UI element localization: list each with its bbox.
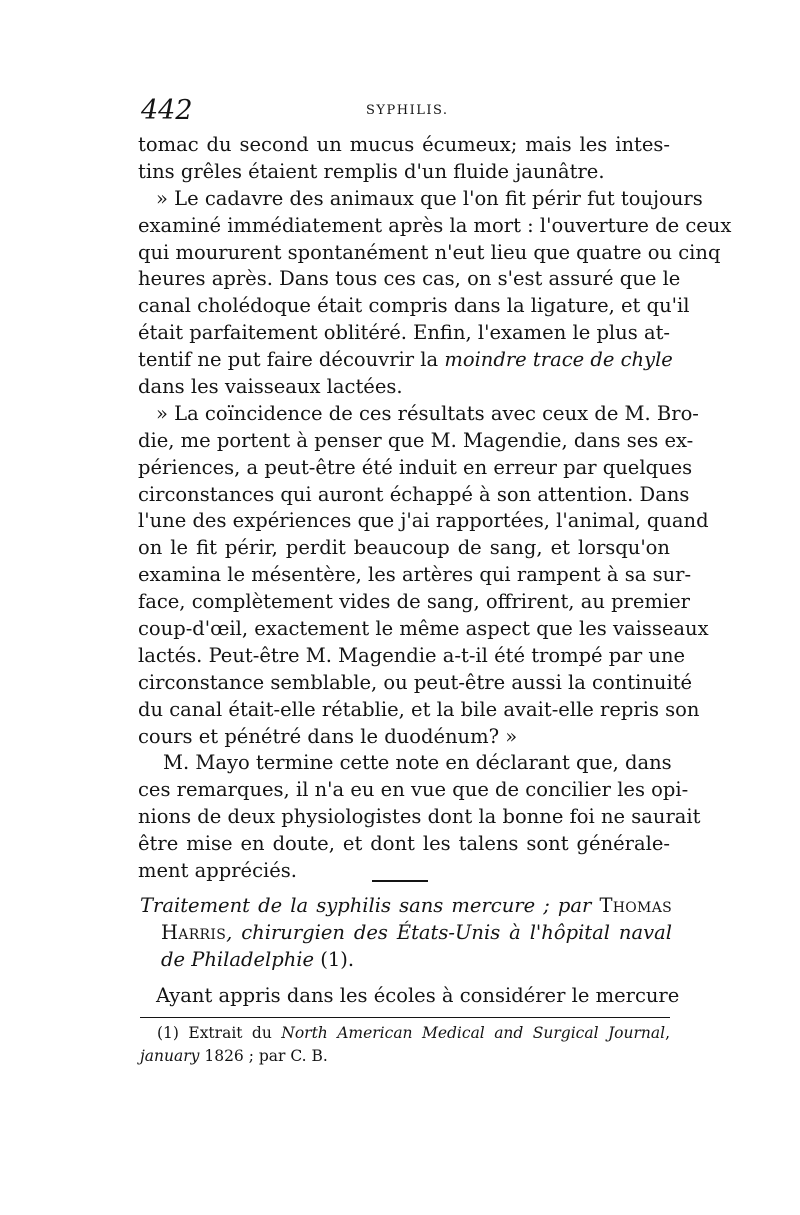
text-line: cours et pénétré dans le duodénum? » bbox=[138, 724, 518, 748]
text-line bbox=[138, 347, 673, 374]
text-line: ment appréciés. bbox=[138, 859, 297, 883]
text-line: M. Mayo termine cette note en déclarant que, dans bbox=[163, 751, 672, 775]
footnote-divider bbox=[140, 1017, 670, 1018]
heading-line bbox=[140, 947, 672, 974]
text-line: tomac du second un mucus écumeux; mais les intes- bbox=[138, 133, 670, 156]
text-line: canal cholédoque était compris dans la ligature, et qu'il bbox=[138, 294, 690, 318]
heading-line bbox=[140, 893, 672, 920]
section-divider bbox=[372, 880, 428, 882]
italic-phrase: moindre trace de chyle bbox=[444, 348, 673, 372]
text-line: Ayant appris dans les écoles à considérer le mercure bbox=[156, 984, 680, 1007]
text-line: » Le cadavre des animaux que l'on fit périr fut toujours bbox=[156, 186, 703, 210]
text-line: examina le mésentère, les artères qui rampent à sa sur- bbox=[138, 563, 692, 587]
text-line: être mise en doute, et dont les talens sont générale- bbox=[138, 832, 670, 856]
footnote-month: january bbox=[140, 1047, 200, 1065]
footnote-line bbox=[140, 1045, 670, 1068]
heading-title: Traitement de la syphilis sans mercure ; par bbox=[140, 894, 600, 917]
journal-title: North American Medical and Surgical Journal bbox=[281, 1024, 666, 1042]
heading-line bbox=[140, 920, 672, 947]
text-line: circonstances qui auront échappé à son attention. Dans bbox=[138, 482, 690, 506]
footnote-reference: (1). bbox=[320, 947, 355, 971]
text-fragment: tentif ne put faire découvrir la bbox=[138, 348, 445, 372]
text-line: était parfaitement oblitéré. Enfin, l'examen le plus at- bbox=[138, 321, 670, 345]
text-line: on le fit périr, perdit beaucoup de sang, et lorsqu'on bbox=[138, 536, 670, 560]
footnote-rest: 1826 ; par C. B. bbox=[199, 1047, 328, 1065]
footnote-prefix: (1) Extrait du bbox=[157, 1024, 282, 1042]
body-text bbox=[138, 132, 732, 885]
text-line: coup-d'œil, exactement le même aspect que les vaisseaux bbox=[138, 617, 709, 641]
text-line: l'une des expériences que j'ai rapportées, l'animal, quand bbox=[138, 509, 709, 533]
heading-affiliation: , chirurgien des États-Unis à l'hôpital naval bbox=[226, 920, 672, 944]
author-last-name: Harris bbox=[161, 920, 227, 944]
text-line: lactés. Peut-être M. Magendie a-t-il été trompé par une bbox=[138, 643, 686, 667]
text-line: examiné immédiatement après la mort : l'ouverture de ceux bbox=[138, 213, 732, 237]
page-number: 442 bbox=[141, 95, 193, 126]
text-line: qui moururent spontanément n'eut lieu que quatre ou cinq bbox=[138, 240, 721, 264]
author-first-name: Thomas bbox=[599, 894, 672, 917]
page-header bbox=[0, 94, 800, 128]
text-line: nions de deux physiologistes dont la bonne foi ne saurait bbox=[138, 805, 701, 829]
text-line: heures après. Dans tous ces cas, on s'est assuré que le bbox=[138, 267, 681, 291]
article-heading bbox=[140, 893, 672, 974]
article-body bbox=[138, 983, 680, 1010]
text-line: face, complètement vides de sang, offrirent, au premier bbox=[138, 590, 691, 614]
text-line: ces remarques, il n'a eu en vue que de concilier les opi- bbox=[138, 778, 689, 802]
text-line: die, me portent à penser que M. Magendie, dans ses ex- bbox=[138, 428, 694, 452]
text-line: dans les vaisseaux lactées. bbox=[138, 375, 403, 399]
text-line: » La coïncidence de ces résultats avec ceux de M. Bro- bbox=[156, 401, 699, 425]
text-line: du canal était-elle rétablie, et la bile avait-elle repris son bbox=[138, 697, 700, 721]
footnote bbox=[140, 1022, 671, 1068]
footnote-punct: , bbox=[665, 1024, 671, 1042]
heading-place: de Philadelphie bbox=[161, 947, 321, 971]
text-line: périences, a peut-être été induit en erreur par quelques bbox=[138, 455, 693, 479]
text-line: circonstance semblable, ou peut-être aussi la continuité bbox=[138, 670, 693, 694]
running-head: SYPHILIS. bbox=[366, 103, 449, 118]
text-line: tins grêles étaient remplis d'un fluide jaunâtre. bbox=[138, 159, 605, 183]
footnote-line bbox=[157, 1022, 670, 1045]
